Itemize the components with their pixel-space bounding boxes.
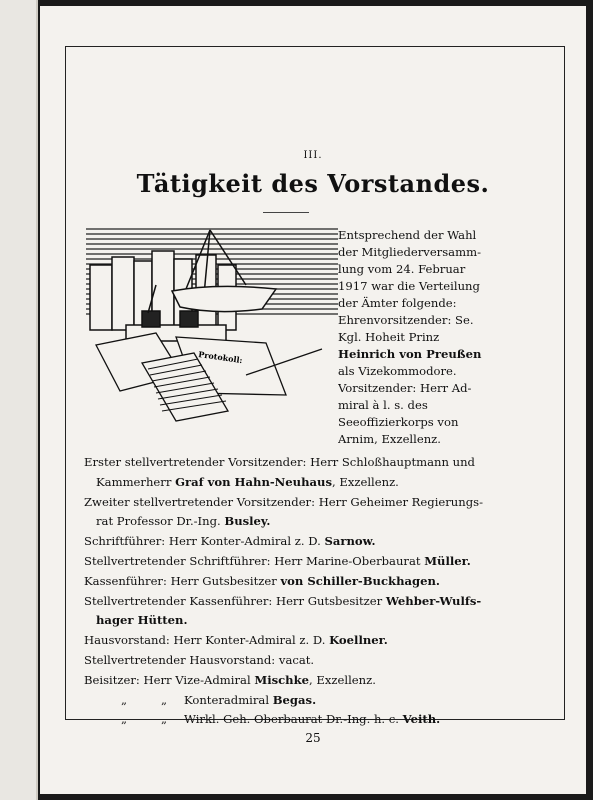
intro-line: Vorsitzender: Herr Ad- bbox=[338, 381, 472, 395]
text-line bbox=[84, 572, 504, 592]
person-name: Wehber-Wulfs- bbox=[385, 593, 482, 608]
text-span: Stellvertretender Schriftführer: Herr Marine-Oberbaurat bbox=[84, 553, 425, 568]
text-span: , Exzellenz. bbox=[331, 474, 399, 489]
intro-line: der Ämter folgende: bbox=[338, 296, 457, 310]
illustration bbox=[86, 225, 338, 422]
text-span: Beisitzer: Herr Vize-Admiral bbox=[84, 672, 255, 687]
person-name: Busley. bbox=[224, 514, 271, 529]
text-span: Hausvorstand: Herr Konter-Admiral z. D. bbox=[84, 633, 330, 648]
person-name: hager Hütten. bbox=[96, 613, 188, 628]
section-numeral: III. bbox=[303, 150, 323, 161]
person-name: Koellner. bbox=[329, 633, 388, 648]
book-page bbox=[40, 6, 586, 794]
page-number: 25 bbox=[305, 731, 321, 745]
text-line bbox=[84, 611, 504, 631]
intro-line: Heinrich von Preußen bbox=[338, 347, 482, 361]
text-line: Stellvertretender Hausvorstand: vacat. bbox=[84, 652, 315, 667]
text-line bbox=[84, 552, 504, 572]
person-name: Veith. bbox=[402, 712, 441, 727]
intro-line: Entsprechend der Wahl bbox=[338, 228, 477, 242]
text-line bbox=[84, 671, 504, 691]
text-line bbox=[84, 691, 504, 711]
text-line bbox=[84, 592, 504, 612]
intro-line: als Vizekommodore. bbox=[338, 364, 457, 378]
text-span: Wirkl. Geh. Oberbaurat Dr.-Ing. h. c. bbox=[184, 712, 403, 727]
intro-line: Ehrenvorsitzender: Se. bbox=[338, 313, 474, 327]
text-span: Kammerherr bbox=[96, 474, 176, 489]
ditto-mark: „ bbox=[120, 712, 127, 727]
intro-line: miral à l. s. des bbox=[338, 398, 428, 412]
text-span: Schriftführer: Herr Konter-Admiral z. D. bbox=[84, 534, 325, 549]
intro-line: 1917 war die Verteilung bbox=[338, 279, 480, 293]
intro-line: der Mitgliederversamm- bbox=[338, 245, 481, 259]
person-name: Graf von Hahn-Neuhaus bbox=[175, 474, 332, 489]
intro-line: Arnim, Exzellenz. bbox=[338, 432, 441, 446]
text-span: rat Professor Dr.-Ing. bbox=[96, 514, 225, 529]
text-span: Konteradmiral bbox=[184, 692, 273, 707]
person-name: von Schiller-Buckhagen. bbox=[280, 573, 440, 588]
person-name: Begas. bbox=[272, 692, 317, 707]
intro-line: lung vom 24. Februar bbox=[338, 262, 466, 276]
page-title: Tätigkeit des Vorstandes. bbox=[136, 169, 490, 198]
ditto-mark: „ bbox=[120, 692, 127, 707]
text-line bbox=[84, 631, 504, 651]
intro-column bbox=[338, 227, 508, 448]
intro-line: Kgl. Hoheit Prinz bbox=[338, 330, 440, 344]
person-name: Mischke bbox=[254, 672, 310, 687]
text-line: Erster stellvertretender Vorsitzender: Herr Schloßhauptmann und bbox=[84, 455, 475, 469]
text-span: Kassenführer: Herr Gutsbesitzer bbox=[84, 573, 281, 588]
text-line bbox=[84, 532, 504, 552]
text-line bbox=[84, 710, 504, 730]
text-line bbox=[84, 473, 504, 493]
text-line bbox=[84, 512, 504, 532]
person-name: Sarnow. bbox=[324, 534, 376, 549]
text-line: Zweiter stellvertretender Vorsitzender: Herr Geheimer Regierungs- bbox=[84, 494, 484, 509]
document-label: Protokoll: bbox=[197, 349, 244, 366]
intro-line: Seeoffizierkorps von bbox=[338, 415, 459, 429]
title-rule bbox=[263, 212, 309, 213]
ditto-mark: „ bbox=[160, 712, 167, 727]
facing-page bbox=[0, 0, 38, 800]
text-span: Stellvertretender Kassenführer: Herr Gutsbesitzer bbox=[84, 593, 386, 608]
officer-list bbox=[84, 453, 504, 730]
person-name: Müller. bbox=[424, 553, 471, 568]
text-span: , Exzellenz. bbox=[309, 672, 376, 687]
ditto-mark: „ bbox=[160, 692, 167, 707]
